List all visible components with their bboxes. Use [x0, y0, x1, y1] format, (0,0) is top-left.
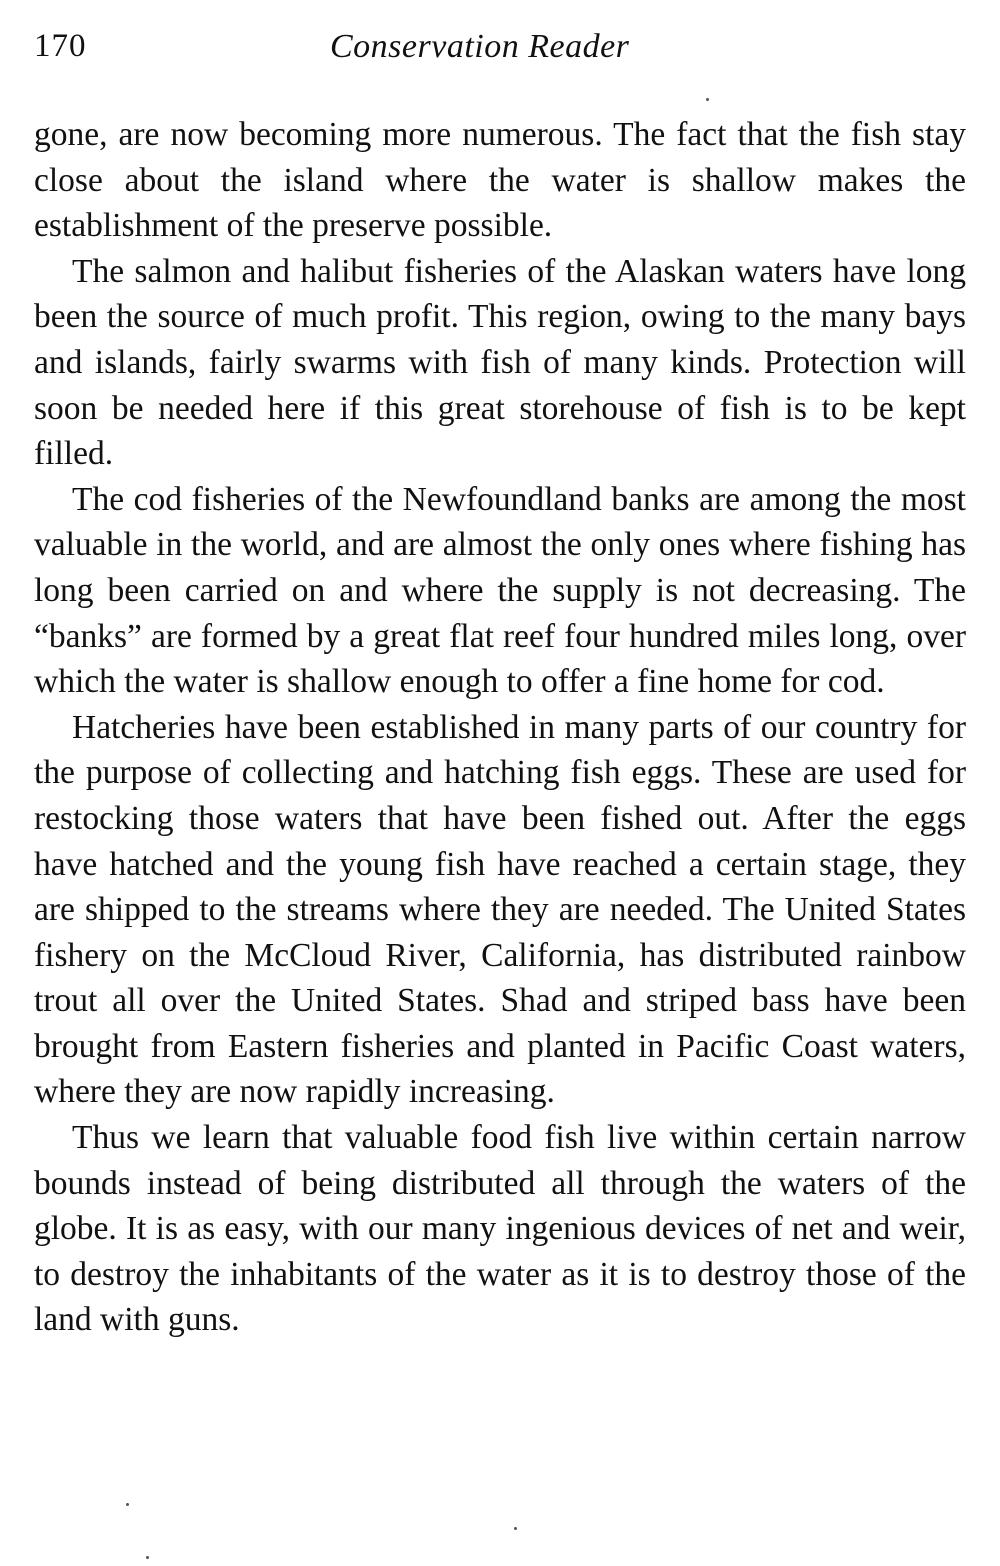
paragraph-alaskan-fisheries: The salmon and halibut fisheries of the Alaskan waters have long been the source of much profit. This region, owing to the many bays and islands, fairly swarms with fish of many kinds. Protection will soon be needed here if this great storehouse of fish is to be kept filled. [34, 252, 966, 473]
paragraph-conclusion: Thus we learn that valuable food fish live within certain narrow bounds instead of being distributed all through the waters of the globe. It is as easy, with our many ingenious devices of net and weir, to destroy the inhabitants of the water as it is to destroy those of the land with guns. [34, 1119, 966, 1339]
body-text [34, 112, 966, 1343]
running-title: Conservation Reader [330, 28, 630, 65]
paragraph-hatcheries: Hatcheries have been established in many parts of our country for the purpose of collecting and hatching fish eggs. These are used for restocking those waters that have been fished out. After the eggs have hatched and the young fish have reached a certain stage, they are shipped to the streams where they are needed. The United States fishery on the McCloud River, California, has distributed rainbow trout all over the United States. Shad and striped bass have been brought from Eastern fisheries and planted in Pacific Coast waters, where they are now rapidly increasing. [34, 708, 966, 1111]
print-speck [126, 1503, 129, 1506]
print-speck [146, 1556, 149, 1559]
paragraph-newfoundland-banks: The cod fisheries of the Newfoundland banks are among the most valuable in the world, and are almost the only ones where fishing has long been carried on and where the supply is not decreasing. The “banks” are formed by a great flat reef four hundred miles long, over which the water is shallow enough to offer a fine home for cod. [34, 480, 966, 701]
page-number: 170 [34, 28, 87, 64]
page-header [34, 28, 966, 78]
paragraph-continued: gone, are now becoming more numerous. The fact that the fish stay close about the island where the water is shallow makes the establishment of the preserve possible. [34, 116, 966, 245]
print-speck [706, 98, 709, 101]
print-speck [514, 1527, 517, 1530]
